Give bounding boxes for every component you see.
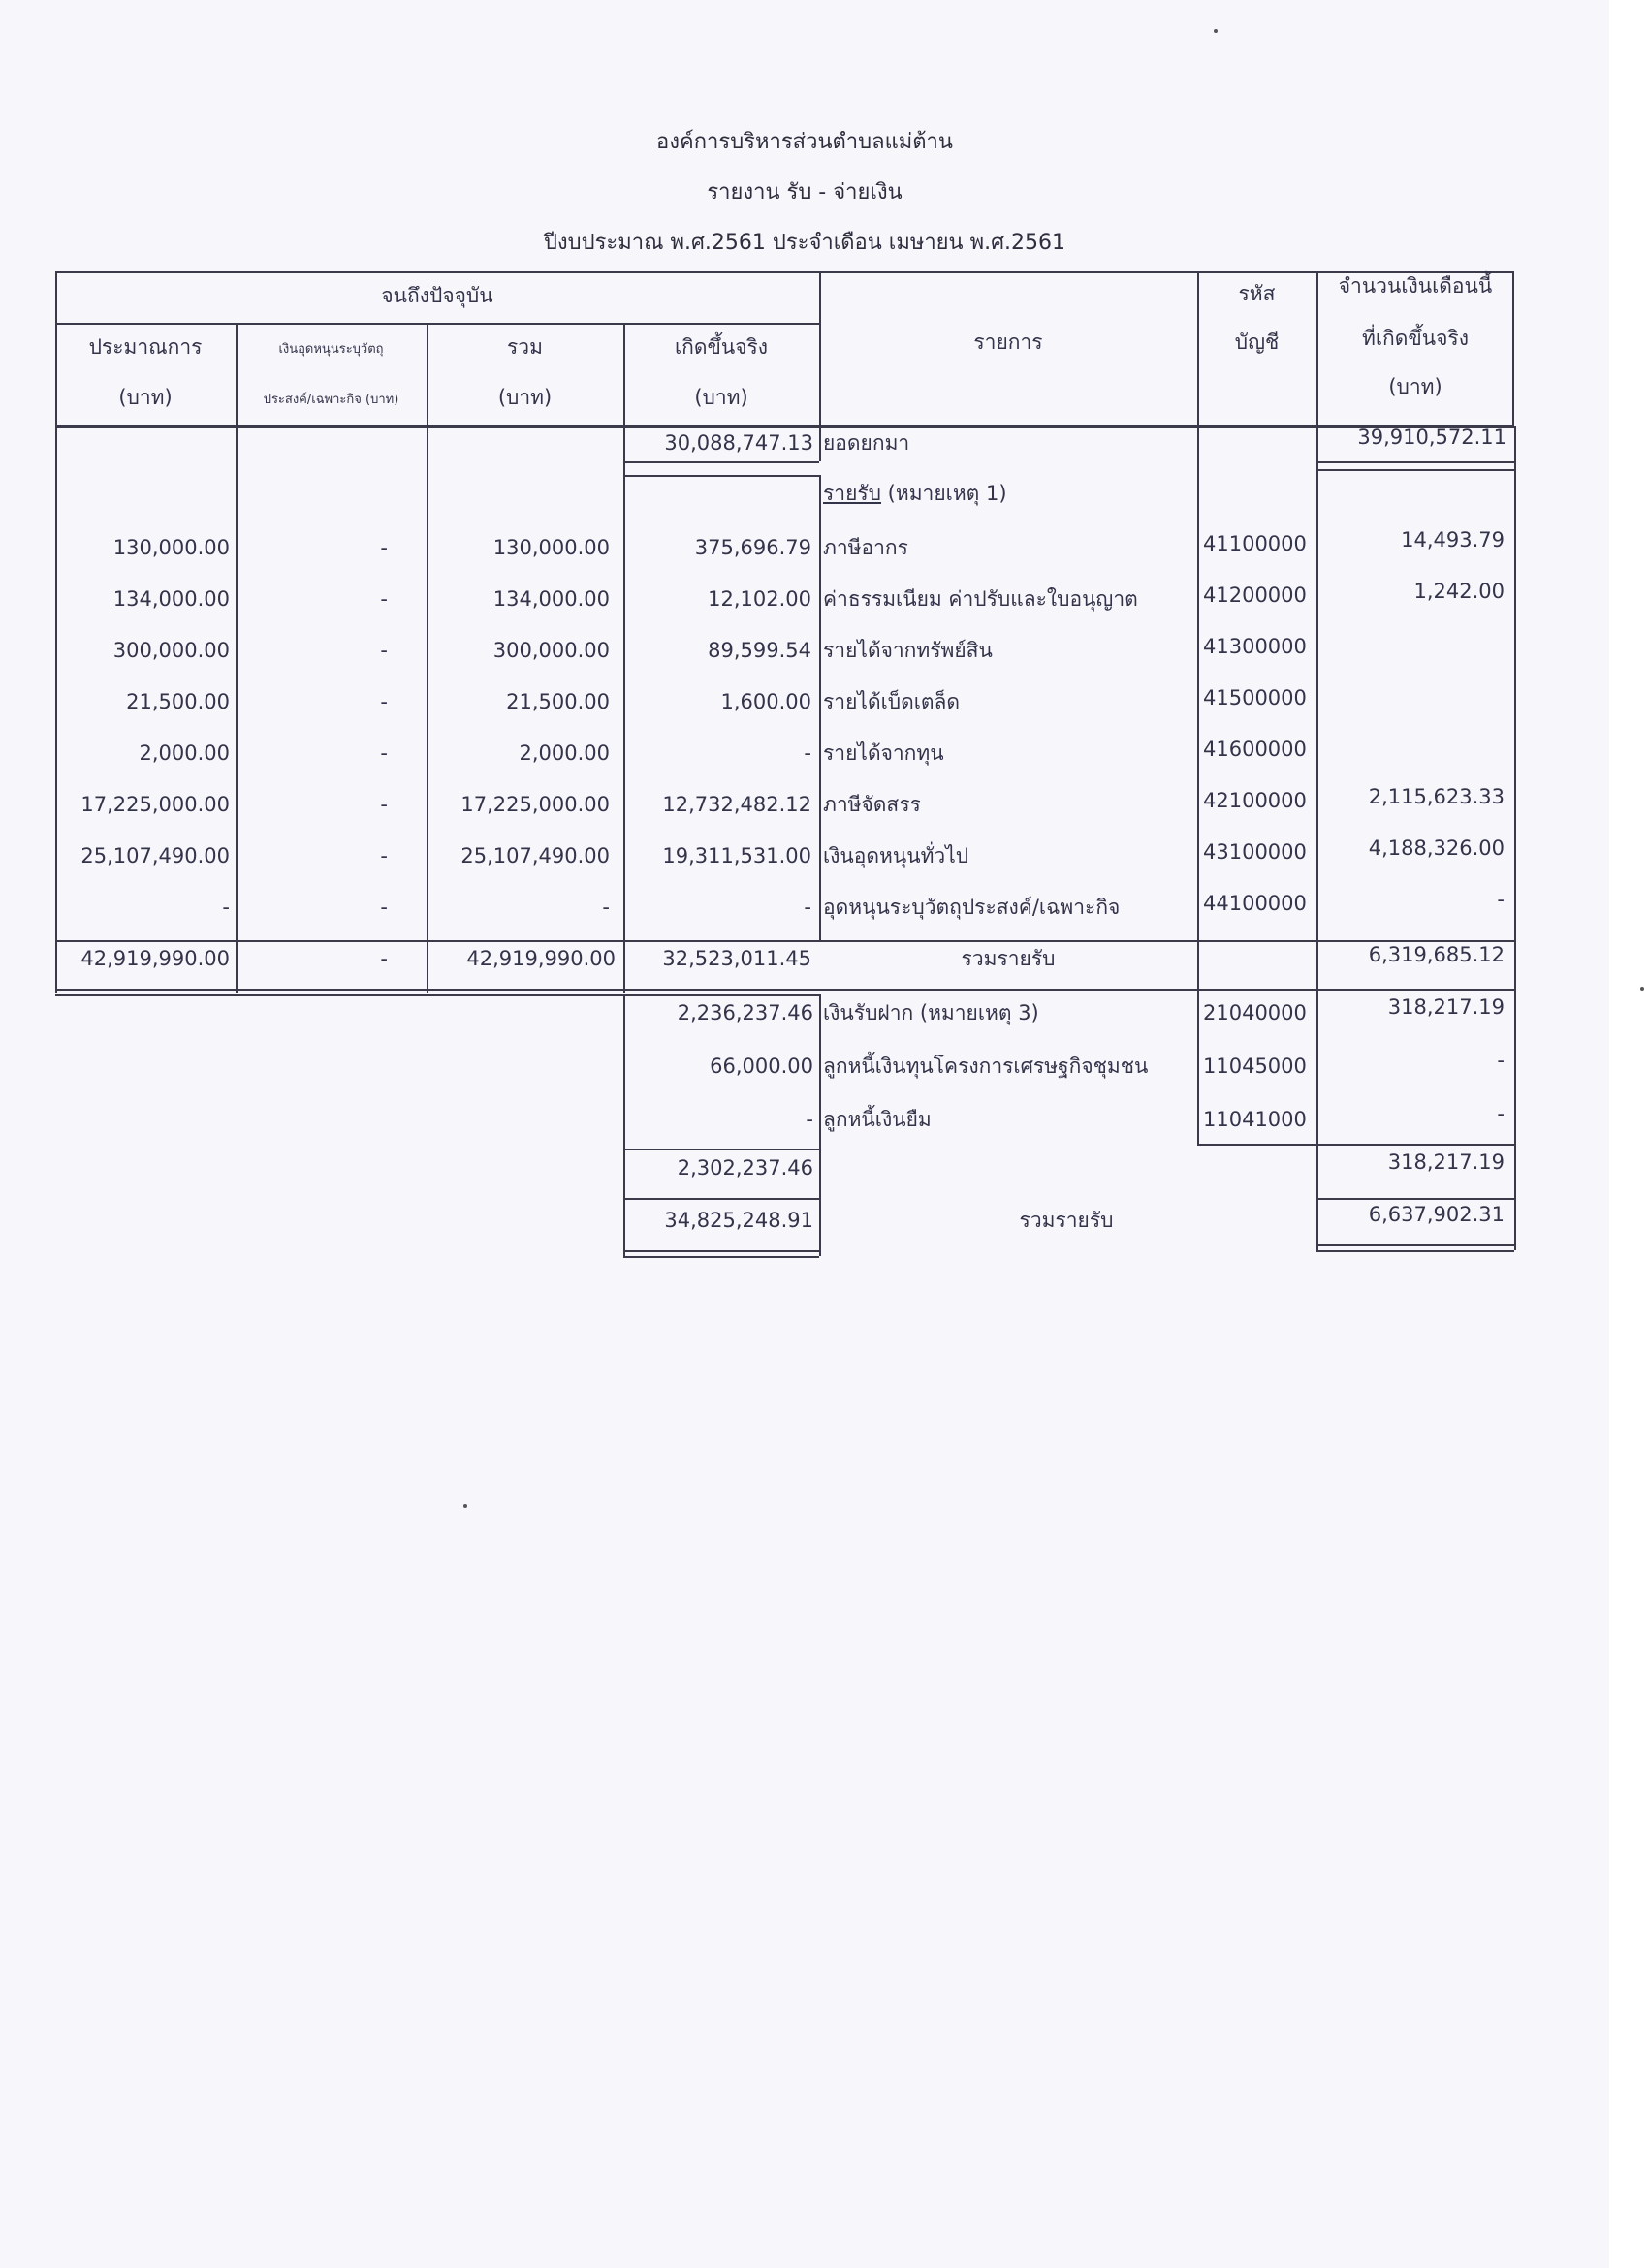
rule-line (623, 1198, 819, 1200)
row-actual: 19,311,531.00 (662, 844, 811, 867)
row-code: 41200000 (1203, 583, 1307, 607)
rule-line (623, 1256, 819, 1258)
row-estimate: - (222, 896, 230, 919)
row-total: 130,000.00 (492, 536, 610, 559)
rule-line (819, 475, 821, 940)
other-row-item: ลูกหนี้เงินยืม (823, 1108, 932, 1131)
header-to-date: จนถึงปัจจุบัน (381, 284, 493, 307)
rule-line (1316, 1198, 1514, 1200)
row-estimate: 2,000.00 (139, 741, 230, 765)
rule-line (55, 994, 819, 996)
header-total-unit: (บาท) (497, 386, 553, 409)
row-actual: - (804, 741, 811, 765)
row-subsidy: - (380, 536, 388, 559)
row-actual: 1,600.00 (720, 690, 811, 713)
row-item: ภาษีอากร (823, 536, 908, 559)
row-actual: 89,599.54 (708, 639, 811, 662)
row-code: 41300000 (1203, 635, 1307, 658)
rule-line (1316, 1244, 1514, 1246)
header-estimate-unit: (บาท) (118, 386, 173, 409)
rule-line (55, 940, 1514, 942)
income-heading (823, 481, 1191, 506)
row-total: 300,000.00 (492, 639, 610, 662)
income-total-total: 42,919,990.00 (466, 947, 616, 970)
carry-item: ยอดยกมา (823, 431, 910, 455)
row-subsidy: - (380, 741, 388, 765)
row-code: 41600000 (1203, 738, 1307, 761)
carry-month: 39,910,572.11 (1357, 425, 1506, 449)
rule-line (1316, 1144, 1514, 1146)
row-actual: 12,102.00 (708, 587, 811, 611)
income-total-month: 6,319,685.12 (1368, 943, 1505, 966)
other-row-month: 318,217.19 (1387, 995, 1505, 1019)
other-row-actual: 2,236,237.46 (677, 1001, 813, 1024)
row-month: 1,242.00 (1413, 580, 1505, 603)
grand-total-item: รวมรายรับ (1019, 1209, 1114, 1232)
row-subsidy: - (380, 896, 388, 919)
row-subsidy: - (380, 793, 388, 816)
other-row-code: 11041000 (1203, 1108, 1307, 1131)
other-row-code: 21040000 (1203, 1001, 1307, 1024)
income-total-estimate: 42,919,990.00 (80, 947, 230, 970)
rule-line (623, 461, 819, 463)
header-month-unit: (บาท) (1388, 375, 1442, 398)
period-title: ปีงบประมาณ พ.ศ.2561 ประจำเดือน เมษายน พ.ศ.2561 (543, 231, 1066, 255)
row-item: อุดหนุนระบุวัตถุประสงค์/เฉพาะกิจ (823, 896, 1121, 919)
row-subsidy: - (380, 587, 388, 611)
header-subsidy: เงินอุดหนุนระบุวัตถุ (278, 342, 384, 357)
row-subsidy: - (380, 690, 388, 713)
report-title: รายงาน รับ - จ่ายเงิน (707, 180, 903, 205)
row-subsidy: - (380, 844, 388, 867)
other-row-item: ลูกหนี้เงินทุนโครงการเศรษฐกิจชุมชน (823, 1055, 1149, 1078)
rule-line (623, 1149, 819, 1150)
row-month: 14,493.79 (1401, 528, 1505, 551)
row-code: 43100000 (1203, 840, 1307, 864)
other-row-actual: - (806, 1108, 813, 1131)
row-total: 134,000.00 (492, 587, 610, 611)
grand-total-month: 6,637,902.31 (1368, 1203, 1505, 1226)
row-total: 17,225,000.00 (460, 793, 610, 816)
row-actual: 12,732,482.12 (662, 793, 811, 816)
rule-line (55, 989, 1514, 991)
rule-line (1316, 469, 1514, 471)
income-total-actual: 32,523,011.45 (662, 947, 811, 970)
row-estimate: 130,000.00 (112, 536, 230, 559)
row-subsidy: - (380, 639, 388, 662)
row-item: เงินอุดหนุนทั่วไป (823, 844, 969, 867)
income-total-item: รวมรายรับ (961, 947, 1056, 970)
income-total-subsidy: - (380, 947, 388, 970)
row-code: 41500000 (1203, 686, 1307, 709)
scan-speck (463, 1504, 467, 1508)
row-estimate: 17,225,000.00 (80, 793, 230, 816)
header-month-2: ที่เกิดขึ้นจริง (1362, 327, 1469, 350)
rule-line (1197, 1144, 1316, 1146)
row-month: 4,188,326.00 (1368, 836, 1505, 860)
rule-line (1316, 1250, 1514, 1252)
header-code-2: บัญชี (1234, 331, 1280, 354)
row-estimate: 21,500.00 (126, 690, 230, 713)
header-code: รหัส (1238, 282, 1276, 305)
rule-line (623, 1250, 819, 1252)
row-estimate: 25,107,490.00 (80, 844, 230, 867)
other-row-month: - (1497, 1049, 1505, 1072)
row-item: รายได้จากทรัพย์สิน (823, 639, 993, 662)
other-row-actual: 66,000.00 (710, 1055, 813, 1078)
rule-line (1197, 994, 1199, 1145)
carry-actual: 30,088,747.13 (664, 431, 813, 455)
row-item: รายได้จากทุน (823, 741, 944, 765)
header-item: รายการ (973, 331, 1043, 354)
row-total: 2,000.00 (519, 741, 610, 765)
other-subtotal-actual: 2,302,237.46 (677, 1156, 813, 1180)
other-row-month: - (1497, 1102, 1505, 1125)
other-subtotal-month: 318,217.19 (1387, 1150, 1505, 1174)
scan-speck (1640, 987, 1644, 991)
row-estimate: 300,000.00 (112, 639, 230, 662)
row-code: 42100000 (1203, 789, 1307, 812)
row-item: ค่าธรรมเนียม ค่าปรับและใบอนุญาต (823, 587, 1138, 611)
header-actual-unit: (บาท) (694, 386, 748, 409)
rule-line (55, 426, 1514, 428)
other-row-code: 11045000 (1203, 1055, 1307, 1078)
row-total: 25,107,490.00 (460, 844, 610, 867)
row-actual: - (804, 896, 811, 919)
row-item: ภาษีจัดสรร (823, 793, 921, 816)
header-actual: เกิดขึ้นจริง (674, 335, 769, 359)
header-estimate: ประมาณการ (88, 335, 203, 359)
scan-speck (1214, 29, 1218, 33)
page-edge (1609, 0, 1648, 2268)
org-title: องค์การบริหารส่วนตำบลแม่ต้าน (656, 130, 953, 154)
row-month: 2,115,623.33 (1368, 785, 1505, 808)
other-row-item: เงินรับฝาก (หมายเหตุ 3) (823, 1001, 1039, 1024)
row-code: 44100000 (1203, 892, 1307, 915)
rule-line (1514, 989, 1516, 1250)
row-month: - (1497, 888, 1505, 911)
row-item: รายได้เบ็ดเตล็ด (823, 690, 961, 713)
grand-total-actual: 34,825,248.91 (664, 1209, 813, 1232)
rule-line (1316, 1144, 1318, 1252)
income-heading-note: (หมายเหตุ 1) (881, 482, 1007, 505)
rule-line (623, 475, 819, 477)
header-subsidy-2: ประสงค์/เฉพาะกิจ (บาท) (263, 393, 399, 407)
row-total: 21,500.00 (506, 690, 610, 713)
income-heading-label: รายรับ (823, 482, 881, 505)
row-total: - (602, 896, 610, 919)
row-code: 41100000 (1203, 532, 1307, 555)
rule-line (1316, 461, 1514, 463)
rule-line (819, 426, 821, 461)
header-total: รวม (507, 335, 543, 359)
header-split-line (55, 323, 819, 325)
row-estimate: 134,000.00 (112, 587, 230, 611)
row-actual: 375,696.79 (694, 536, 811, 559)
header-month: จำนวนเงินเดือนนี้ (1338, 274, 1493, 298)
